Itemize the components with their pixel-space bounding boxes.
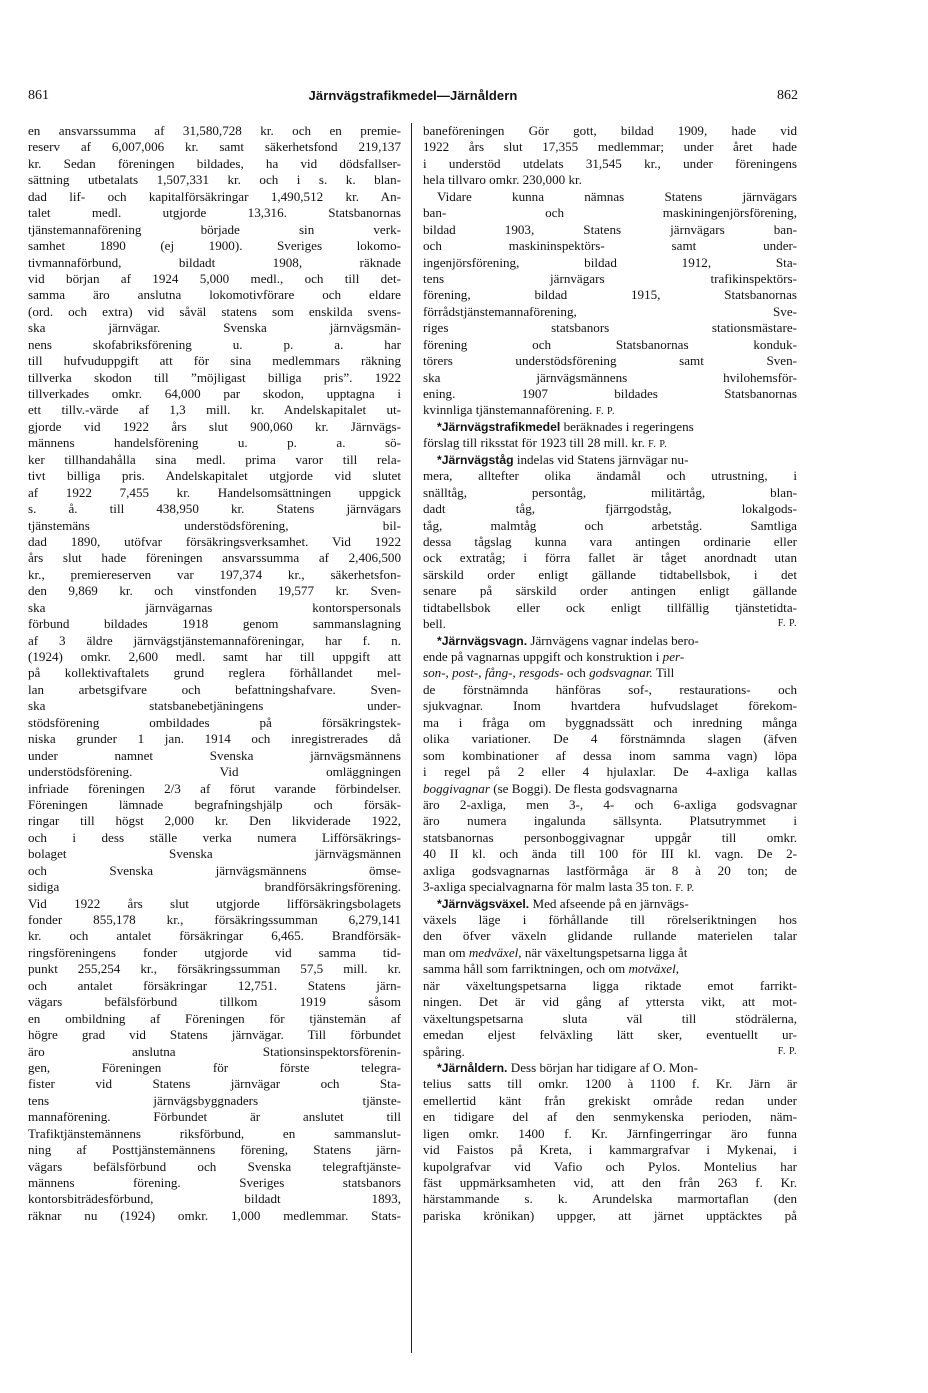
text-line: fäst uppmärksamheten vid, att den från 263 f. Kr. [423,1175,797,1190]
text-line: fonder 855,178 kr., försäkringssumman 6,279,141 [28,912,401,927]
text-line: pariska krönikan) uppger, att järnet upptäcktes på [423,1207,797,1223]
author-signature: F. P. [675,883,695,895]
text-line: till hufvuduppgift att för sina medlemmars räkning [28,353,401,369]
text-line: hela tillvaro omkr. 230,000 kr. [423,172,582,188]
text-line: ska järnvägsmännens hvilohemsför- [423,369,797,385]
text-line: telius satts till omkr. 1200 à 1100 f. Kr. Järn är [423,1076,797,1092]
text-line: dessa tågslag kunna vara antingen ordinarie eller [423,533,797,549]
entry-headword: *Järnvägstrafikmedel [437,419,561,434]
text-line: kr., premiereserven var 197,374 kr., säkerhetsfon- [28,566,401,582]
text-line: ock extratåg; i förra fallet är tåget anordnadt utan [423,550,797,566]
text-line: och i dess ställe verka numera Lifförsäkrings- [28,829,401,845]
text-line: en ansvarssumma af 31,580,728 kr. och en premie- [28,123,401,138]
text-line: tjänstemannaförening började sin verk- [28,221,401,237]
text-line: vid Faistos på Kreta, i kammargrafvar i Mykenai, i [423,1142,797,1158]
italic-term: son-, post-, fång-, resgods- [423,665,564,681]
text-line: tillverka skodon till ”möjligast billiga pris”. 1922 [28,369,401,385]
text-line: äro anslutna Stationsinspektorsförenin- [28,1043,401,1059]
text-line: af 1922 7,455 kr. Handelsomsättningen uppgick [28,484,401,500]
author-signature: F. P. [595,406,615,418]
text-line: en ombildning af Föreningen för tjänstemän af [28,1010,401,1026]
text-line: senare på särskild order antingen enligt gällande [423,583,797,599]
text-line: förening, bildad 1915, Statsbanornas [423,287,797,303]
running-title: Järnvägstrafikmedel—Järnåldern [308,88,518,103]
text-line: och maskininspektörs- samt under- [423,238,797,254]
text-line: (ord. och extra) vid såväl statens som enskilda svens- [28,303,401,319]
text-line: dad lif- och kapitalförsäkringar 1,490,512 kr. An- [28,188,401,204]
text-line: tivt billiga pris. Andelskapitalet utgjorde vid slutet [28,468,401,484]
text-line: tillverkades omkr. 64,000 par skodon, upptagna i [28,386,401,401]
text-line: axliga godsvagnarnas lastförmåga är 8 à 20 ton; de [423,862,797,878]
text-line: statsbanornas personboggivagnar uppgår till omkr. [423,829,797,845]
text-line: ringsföreningens fonder utgjorde vid samma tid- [28,944,401,960]
text-line: och Svenska järnvägsmännens ömse- [28,862,401,878]
entry-headword: *Järnvägsväxel. [437,896,530,911]
text-line: när växeltungspetsarna ligga riktade emot farrikt- [423,977,797,993]
text-line: ska järnvägarnas kontorspersonals [28,599,401,615]
text-line: växeltungspetsarna sluta väl till stödrälerna, [423,1010,797,1026]
text-line: bolaget Svenska järnvägsmännen [28,846,401,862]
text-run: Järnvägens vagnar indelas bero- [530,632,699,648]
text-line: nens skofabriksförening u. p. a. har [28,336,401,352]
text-line [423,649,797,665]
text-line: i understöd utdelats 31,545 kr., under föreningens [423,155,797,171]
text-line: samma äro anslutna lokomotivförare och eldare [28,287,401,303]
text-line: sjukvagnar. Inom hvartdera hufvudslaget förekom- [423,698,797,714]
text-line: Trafiktjänstemännens riksförbund, en sammanslut- [28,1125,401,1141]
text-line: växels läge i förhållande till rörelseriktningen hos [423,912,797,927]
text-line: högre grad vid Statens järnvägar. Till förbundet [28,1027,401,1043]
text-line: 40 II kl. och ända till 100 för III kl. vagn. De 2- [423,846,797,862]
text-line: vid början af 1924 5,000 medl., och till det- [28,270,401,286]
text-line: ening. 1907 bildades Statsbanornas [423,386,797,401]
text-line: (1924) omkr. 2,600 medl. samt har till uppgift att [28,649,401,664]
text-line: tivmannaförbund, bildadt 1908, räknade [28,254,401,270]
italic-term: godsvagnar. [589,665,653,681]
text-line: talet medl. utgjorde 13,316. Statsbanornas [28,205,401,221]
entry-line [423,419,797,435]
text-line: den 9,869 kr. och vinstfonden 19,577 kr. Sven- [28,583,401,599]
text-line: infriade föreningen 2/3 af förut varande förbindelser. [28,780,401,796]
entry-line [423,896,797,912]
text-line: Föreningen lämnade begrafningshjälp och försäk- [28,796,401,812]
text-line: af 3 äldre järnvägstjänstemannaföreningar, har f. n. [28,632,401,648]
text-run: man om [423,944,466,960]
text-line: sidiga brandförsäkringsförening. [28,879,401,895]
text-line: mannaförening. Förbundet är anslutet till [28,1109,401,1125]
text-line: tjänstemäns understödsförening, bil- [28,517,401,533]
text-line: männens handelsförening u. p. a. sö- [28,435,401,451]
text-line: förening och Statsbanornas konduk- [423,336,797,352]
text-line: förbund bildades 1918 genom sammanslagning [28,616,401,632]
text-run: förslag till riksstat för 1923 till 28 mill. kr. [423,435,645,451]
text-line: äro 2-axliga, men 3-, 4- och 6-axliga godsvagnar [423,796,797,812]
text-line: den öfver växeln glidande rullande materielen talar [423,928,797,944]
text-line: räknar nu (1924) omkr. 1,000 medlemmar. Stats- [28,1207,401,1223]
text-line: ban- och maskiningenjörsförening, [423,205,797,221]
text-line: de förstnämnda hänföras sof-, restaurations- och [423,681,797,697]
text-line: samhet 1890 (ej 1900). Sveriges lokomo- [28,238,401,254]
text-line: ett tillv.-värde af 1,3 mill. kr. Andelskapitalet ut- [28,402,401,418]
entry-headword: *Järnvägståg [437,452,514,467]
text-line: ma i fråga om byggnadssätt och inredning många [423,714,797,730]
text-line [423,781,797,797]
text-line: kupolgrafvar vid Vafio och Pylos. Montelius har [423,1158,797,1174]
text-line: ning af Posttjänstemännens förening, Statens järn- [28,1142,401,1158]
text-line: vägars befälsförbund och Svenska telegraftjänste- [28,1158,401,1174]
text-line: särskild order enligt gällande tidtabellsbok, i det [423,566,797,582]
right-column [423,123,797,1224]
text-line: s. å. till 438,950 kr. Statens järnvägars [28,501,401,517]
text-line [423,616,797,632]
column-divider [411,123,412,1353]
text-line: vägars befälsförbund tillkom 1919 såsom [28,994,401,1010]
text-run: Med afseende på en järnvägs- [532,895,689,911]
text-run: när växeltungspetsarna ligga åt [524,944,688,960]
text-line: ska statsbanebetjäningens under- [28,698,401,714]
text-line: bildad 1903, Statens järnvägars ban- [423,221,797,237]
page-header [28,88,798,108]
text-line: års slut hade föreningen ansvarssumma af 2,406,500 [28,550,401,566]
text-line: Vid 1922 års slut utgjorde lifförsäkringsbolagets [28,895,401,911]
entry-headword: *Järnvägsvagn. [437,633,528,648]
text-line [423,1044,797,1060]
text-line: olika variationer. De 4 förstnämnda slagen (äfven [423,731,797,747]
author-signature: F. P. [777,1045,797,1057]
text-line: reserv af 6,007,006 kr. samt säkerhetsfond 219,137 [28,139,401,155]
text-line: ingenjörsförening, bildad 1912, Sta- [423,254,797,270]
text-line [423,961,797,977]
text-line: kontorsbiträdesförbund, bildadt 1893, [28,1191,401,1207]
entry-line [423,633,797,649]
text-line: lan arbetsgifvare och befattningshafvare. Sven- [28,681,401,697]
text-run: spåring. [423,1043,465,1059]
text-line: härstammande s. k. Arundelska marmortaflan (den [423,1191,797,1207]
text-run: beräknades i regeringens [563,418,694,434]
text-line: fister vid Statens järnvägar och Sta- [28,1076,401,1092]
left-column [28,123,401,1224]
text-line: mera, alltefter olika ändamål och utrustning, i [423,468,797,484]
text-run: kvinnliga tjänstemannaförening. [423,402,593,418]
text-line: Vidare kunna nämnas Statens järnvägars [437,188,797,204]
text-line: sättning utbetalats 1,507,331 kr. och i s. k. blan- [28,172,401,188]
text-line: ningen. Det är vid gång af yttersta vikt, att mot- [423,994,797,1010]
text-run: Till [655,665,675,681]
text-line: en tidigare del af den senmykenska perioden, näm- [423,1109,797,1125]
text-line: stödsförening ombildades på försäkringstek- [28,714,401,730]
text-line: ska järnvägar. Svenska järnvägsmän- [28,320,401,336]
text-line: punkt 255,254 kr., försäkringssumman 57,5 mill. kr. [28,961,401,977]
italic-term: medväxel, [468,944,522,960]
text-line: ringar till högst 2,000 kr. Den likviderade 1922, [28,813,401,829]
text-run: bell. [423,616,446,632]
text-line: dad 1890, utöfvar försäkringsverksamhet. Vid 1922 [28,533,401,549]
text-line: förrådstjänstemannaförening, Sve- [423,303,797,319]
text-run: indelas vid Statens järnvägar nu- [516,451,689,467]
text-run: Dess början har tidigare af O. Mon- [510,1059,698,1075]
text-line: riges statsbanors stationsmästare- [423,320,797,336]
entry-line [423,452,797,468]
text-line: gjorde vid 1922 års slut 900,060 kr. Järnvägs- [28,418,401,434]
text-line: i regel på 2 eller 4 hjulaxlar. De 4-axliga kallas [423,764,797,780]
text-line: på kollektivaftalets grund reglera förhållandet mel- [28,665,401,681]
text-line: som kombinationer af dessa inom samma vagn) löpa [423,747,797,763]
text-line: tåg, malmtåg och arbetståg. Samtliga [423,517,797,533]
italic-term: motväxel, [628,961,680,977]
text-line: tens järnvägsbyggnaders tjänste- [28,1092,401,1108]
text-line: törers understödsförening samt Sven- [423,353,797,369]
entry-headword: *Järnåldern. [437,1060,508,1075]
text-line: kr. Sedan föreningen bildades, ha vid dödsfallser- [28,155,401,171]
text-line: 1922 års slut 17,355 medlemmar; under året hade [423,139,797,155]
italic-term: per- [662,649,685,664]
page-number-right: 862 [777,88,798,103]
author-signature: F. P. [777,618,797,630]
text-line: understödsförening. Vid omläggningen [28,764,401,780]
text-line: männens förening. Sveriges statsbanors [28,1175,401,1190]
text-line: och antalet försäkringar 12,751. Statens järn- [28,977,401,993]
text-line: ligen omkr. 1400 f. Kr. Järnfingerringar äro funna [423,1125,797,1141]
text-line: niska grunder 1 jan. 1914 och inregistrerades då [28,731,401,747]
entry-line [423,1060,797,1076]
text-run: samma håll som farriktningen, och om [423,961,626,977]
text-line: kr. och antalet försäkringar 6,465. Brandförsäk- [28,928,401,944]
text-line [423,435,797,451]
text-line: tidtabellsbok eller ock enligt tillfällig tjänstetidta- [423,599,797,615]
text-line: emellertid känt från grekiskt område redan under [423,1092,797,1108]
text-line: emedan eljest felväxling lätt sker, eventuellt ur- [423,1027,797,1043]
text-line: ker tillhandahålla sina medl. prima varor till rela- [28,451,401,467]
text-run: (se Boggi). De flesta godsvagnarna [493,780,678,796]
page-number-left: 861 [28,88,49,103]
author-signature: F. P. [648,439,668,451]
text-line [423,665,797,681]
text-line: under namnet Svenska järnvägsmännens [28,747,401,763]
text-line [423,402,797,418]
text-run: och [566,665,586,681]
text-line: dadt tåg, fjärrgodståg, lokalgods- [423,501,797,517]
text-line: tens järnvägars trafikinspektörs- [423,270,797,286]
italic-term: boggivagnar [423,780,490,796]
text-line [423,879,797,895]
text-line: äro numera ingalunda sällsynta. Platsutrymmet i [423,813,797,829]
text-line: snälltåg, persontåg, militärtåg, blan- [423,484,797,500]
text-line: gen, Föreningen för förste telegra- [28,1059,401,1075]
text-run: 3-axliga specialvagnarna för malm lasta 35 ton. [423,879,673,895]
text-run: ende på vagnarnas uppgift och konstruktion i [423,649,660,664]
text-line [423,945,797,961]
text-line: baneföreningen Gör gott, bildad 1909, hade vid [423,123,797,138]
